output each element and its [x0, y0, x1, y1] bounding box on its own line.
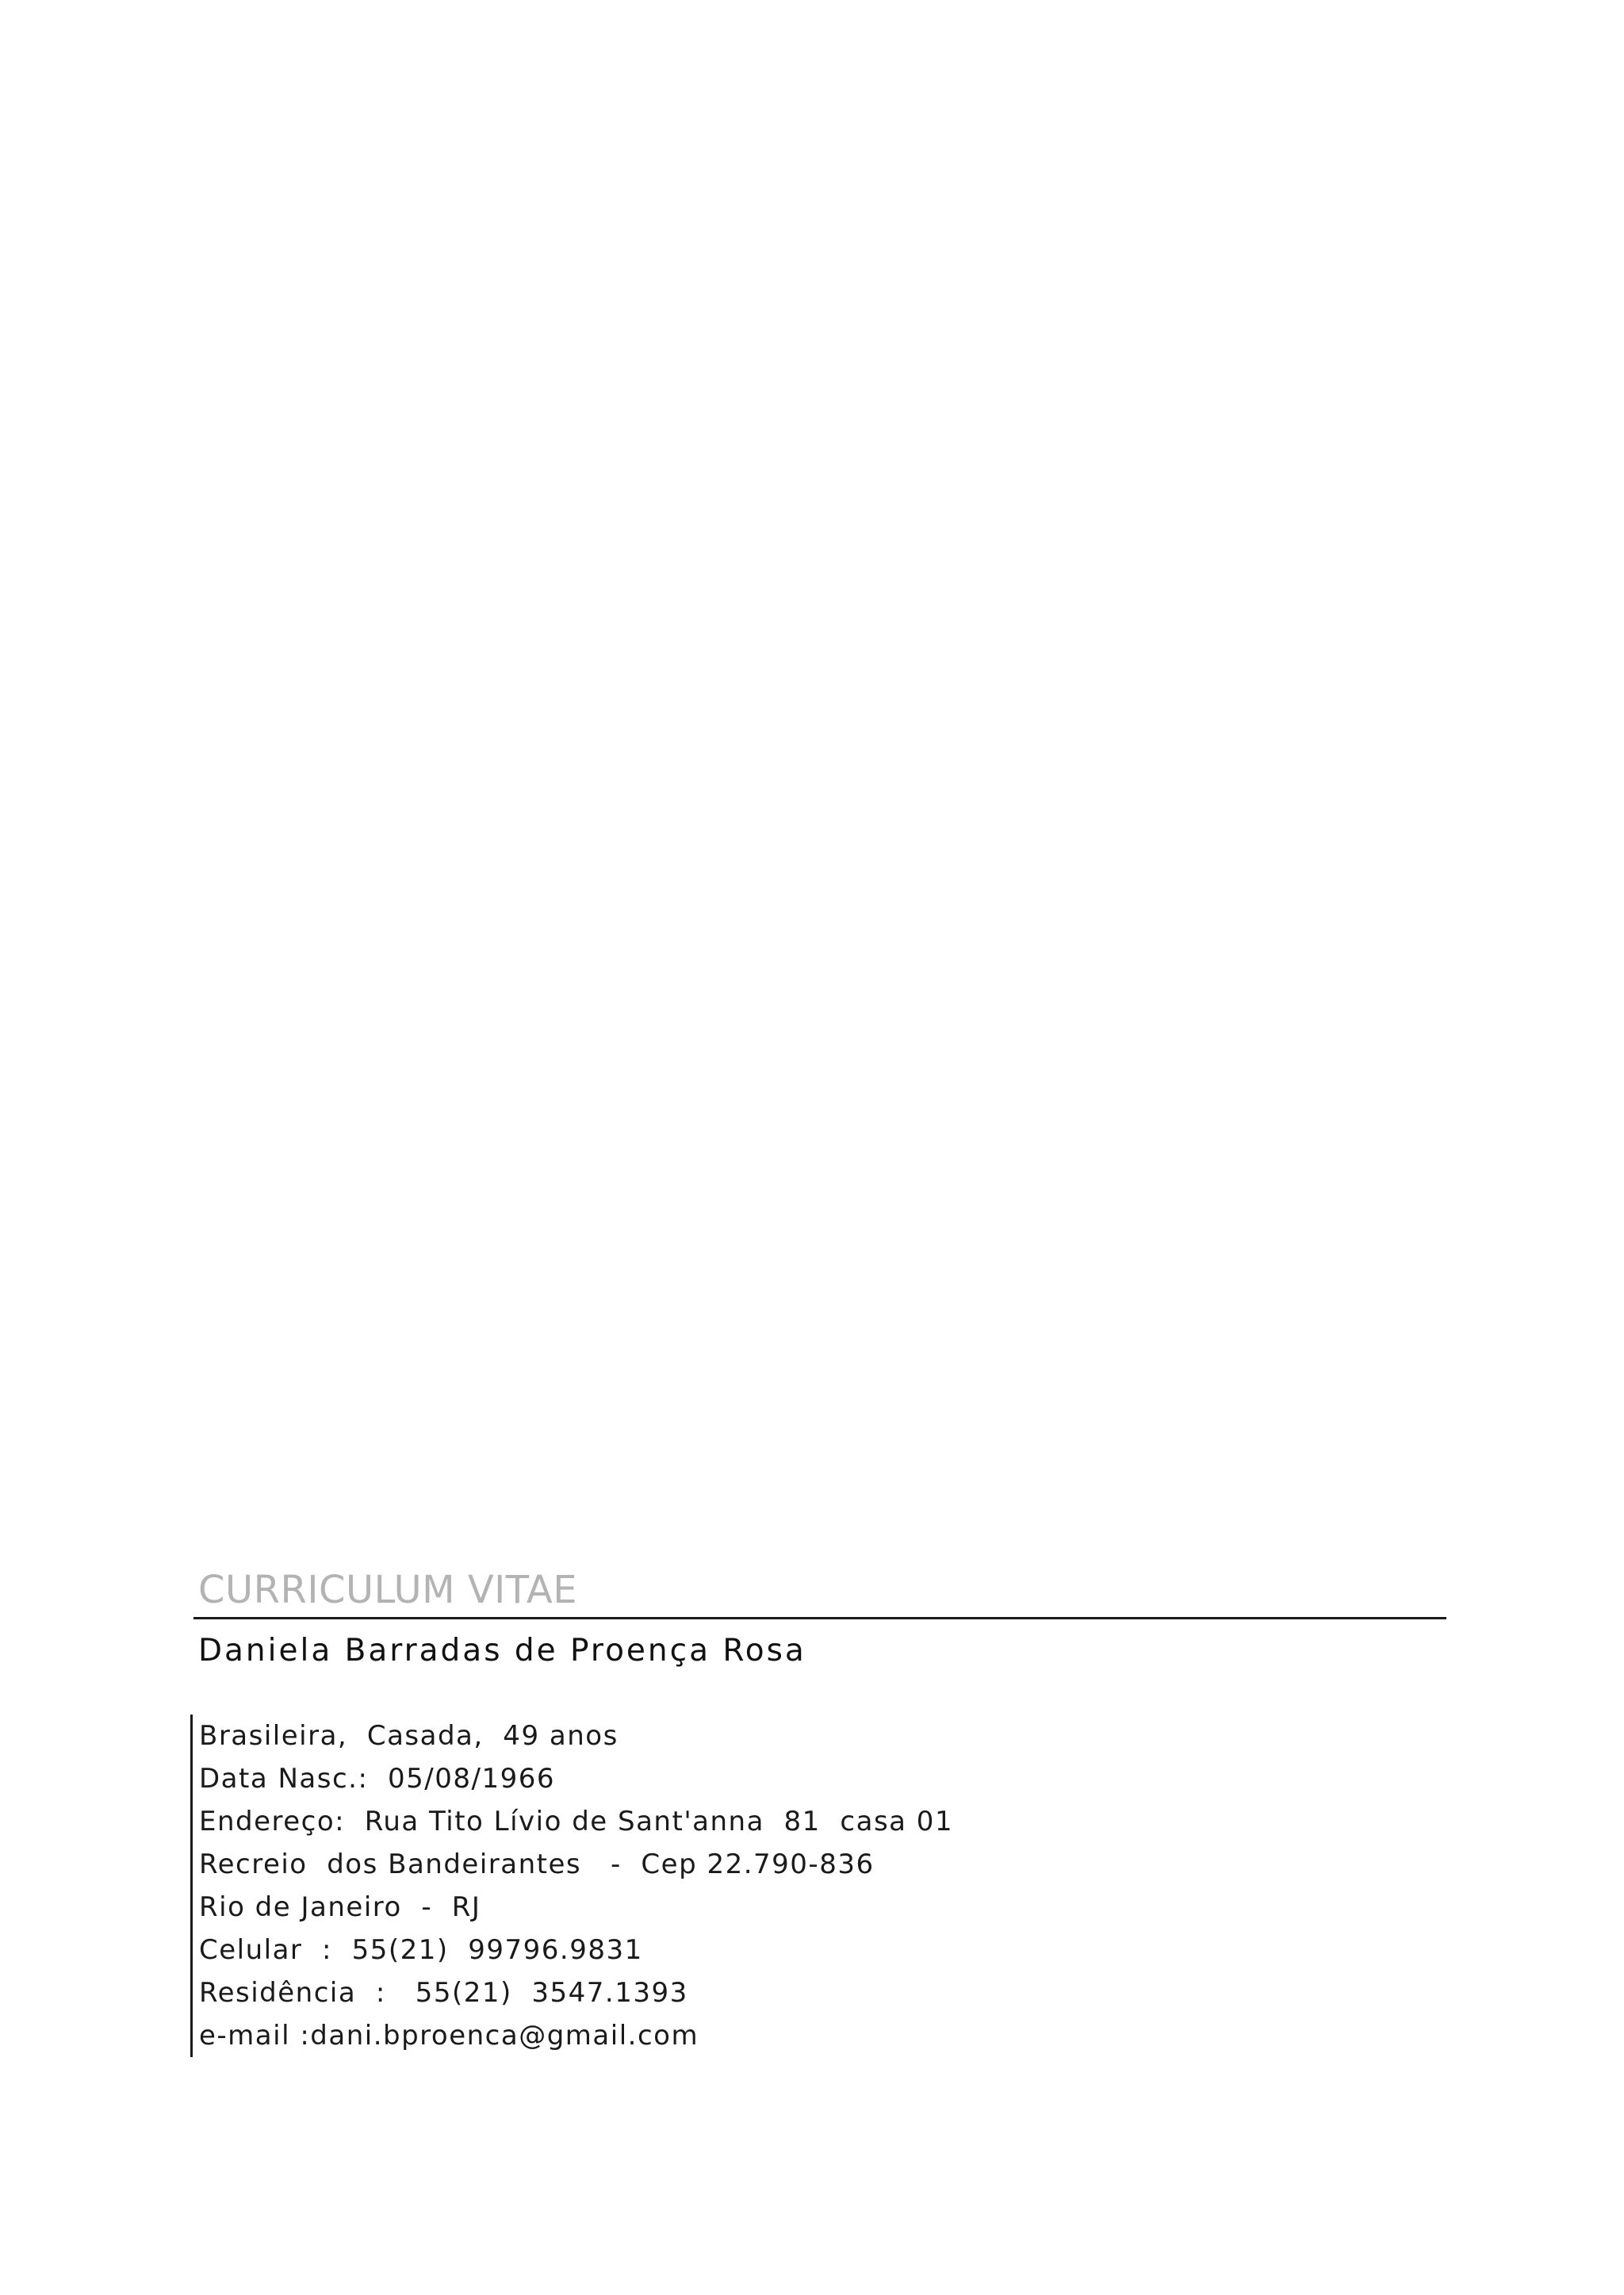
home-phone-line: Residência : 55(21) 3547.1393 — [199, 1977, 688, 2009]
person-name: Daniela Barradas de Proença Rosa — [198, 1633, 806, 1669]
address-line: Endereço: Rua Tito Lívio de Sant'anna 81 casa 01 — [199, 1806, 954, 1837]
page-title: CURRICULUM VITAE — [198, 1568, 578, 1612]
mobile-phone-line: Celular : 55(21) 99796.9831 — [199, 1934, 643, 1966]
personal-info-list — [193, 1715, 1065, 2057]
cv-header — [193, 1564, 1446, 1621]
title-underline-rule — [193, 1617, 1446, 1619]
personal-info-block — [190, 1715, 1065, 2057]
email-line: e-mail :dani.bproenca@gmail.com — [199, 2020, 699, 2052]
nationality-line: Brasileira, Casada, 49 anos — [199, 1720, 619, 1752]
birth-date-line: Data Nasc.: 05/08/1966 — [199, 1763, 556, 1795]
city-state-line: Rio de Janeiro - RJ — [199, 1891, 481, 1923]
neighborhood-cep-line: Recreio dos Bandeirantes - Cep 22.790-836 — [199, 1849, 875, 1880]
